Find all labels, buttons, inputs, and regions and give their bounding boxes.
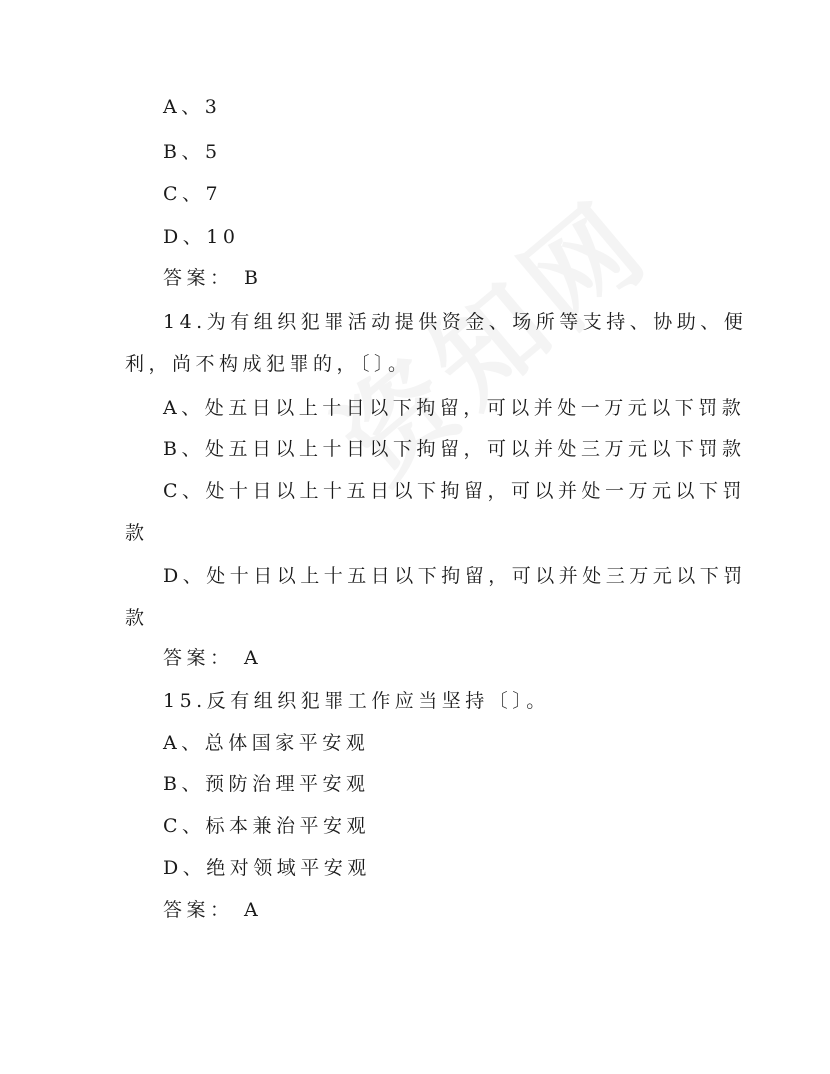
- q14-option-a: A、处五日以上十日以下拘留，可以并处一万元以下罚款: [163, 397, 746, 419]
- q14-stem-line2: 利，尚不构成犯罪的，〔〕。: [125, 353, 412, 375]
- q14-option-d-line1: D、处十日以上十五日以下拘留，可以并处三万元以下罚: [163, 565, 747, 587]
- q13-option-c: C、7: [163, 183, 223, 205]
- q13-option-b: B、5: [163, 141, 222, 163]
- q13-option-d: D、10: [163, 226, 240, 248]
- q13-option-a: A、3: [163, 96, 222, 118]
- q14-stem-line1: 14.为有组织犯罪活动提供资金、场所等支持、协助、便: [163, 311, 748, 333]
- q15-option-a: A、总体国家平安观: [163, 732, 370, 754]
- q14-answer: 答案： A: [163, 647, 263, 669]
- q14-option-c-line2: 款: [125, 522, 149, 544]
- q15-answer: 答案： A: [163, 899, 263, 921]
- q14-option-d-line2: 款: [125, 607, 149, 629]
- q15-option-c: C、标本兼治平安观: [163, 815, 371, 837]
- q13-answer: 答案： B: [163, 267, 263, 289]
- q15-option-d: D、绝对领域平安观: [163, 857, 371, 879]
- q14-option-c-line1: C、处十日以上十五日以下拘留，可以并处一万元以下罚: [163, 480, 747, 502]
- q15-stem: 15.反有组织犯罪工作应当坚持〔〕。: [163, 690, 550, 712]
- q14-option-b: B、处五日以上十日以下拘留，可以并处三万元以下罚款: [163, 438, 746, 460]
- q15-option-b: B、预防治理平安观: [163, 773, 370, 795]
